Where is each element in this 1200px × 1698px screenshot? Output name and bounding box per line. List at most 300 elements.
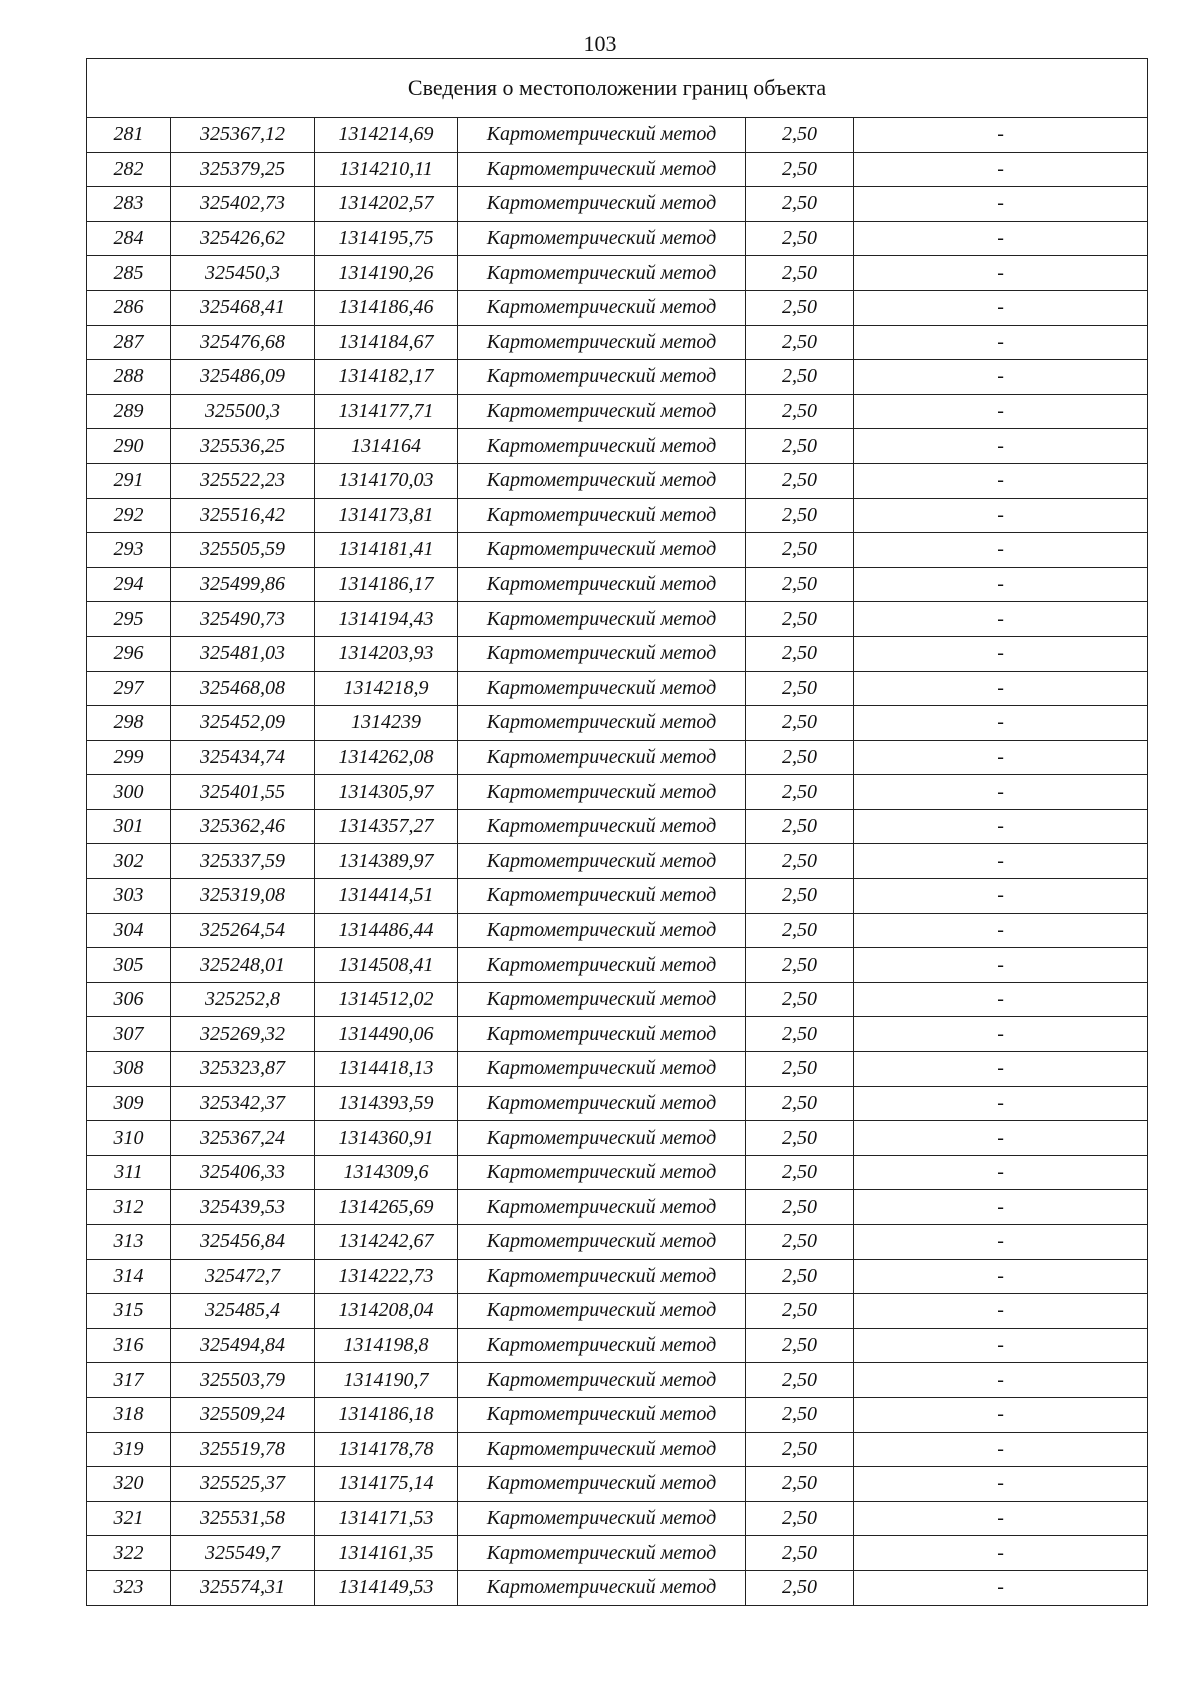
y-coordinate-cell: 1314486,44	[315, 913, 458, 948]
description-cell: -	[854, 706, 1148, 741]
x-coordinate-cell: 325481,03	[171, 636, 315, 671]
x-coordinate-cell: 325525,37	[171, 1467, 315, 1502]
point-number-cell: 308	[87, 1052, 171, 1087]
y-coordinate-cell: 1314242,67	[315, 1225, 458, 1260]
y-coordinate-cell: 1314164	[315, 429, 458, 464]
method-cell: Картометрический метод	[458, 844, 746, 879]
method-cell: Картометрический метод	[458, 187, 746, 222]
point-number-cell: 301	[87, 809, 171, 844]
point-number-cell: 305	[87, 948, 171, 983]
accuracy-cell: 2,50	[746, 1190, 854, 1225]
point-number-cell: 291	[87, 463, 171, 498]
table-row	[87, 1259, 1148, 1294]
x-coordinate-cell: 325342,37	[171, 1086, 315, 1121]
y-coordinate-cell: 1314214,69	[315, 118, 458, 153]
table-row	[87, 706, 1148, 741]
description-cell: -	[854, 1501, 1148, 1536]
point-number-cell: 300	[87, 775, 171, 810]
description-cell: -	[854, 775, 1148, 810]
x-coordinate-cell: 325499,86	[171, 567, 315, 602]
description-cell: -	[854, 1121, 1148, 1156]
x-coordinate-cell: 325522,23	[171, 463, 315, 498]
table-row	[87, 567, 1148, 602]
y-coordinate-cell: 1314239	[315, 706, 458, 741]
x-coordinate-cell: 325485,4	[171, 1294, 315, 1329]
table-row	[87, 1501, 1148, 1536]
x-coordinate-cell: 325494,84	[171, 1328, 315, 1363]
table-row	[87, 1155, 1148, 1190]
accuracy-cell: 2,50	[746, 221, 854, 256]
accuracy-cell: 2,50	[746, 1121, 854, 1156]
y-coordinate-cell: 1314190,7	[315, 1363, 458, 1398]
point-number-cell: 294	[87, 567, 171, 602]
method-cell: Картометрический метод	[458, 1363, 746, 1398]
method-cell: Картометрический метод	[458, 1432, 746, 1467]
accuracy-cell: 2,50	[746, 1397, 854, 1432]
y-coordinate-cell: 1314202,57	[315, 187, 458, 222]
point-number-cell: 282	[87, 152, 171, 187]
accuracy-cell: 2,50	[746, 325, 854, 360]
method-cell: Картометрический метод	[458, 636, 746, 671]
point-number-cell: 317	[87, 1363, 171, 1398]
description-cell: -	[854, 290, 1148, 325]
accuracy-cell: 2,50	[746, 706, 854, 741]
table-row	[87, 1467, 1148, 1502]
table-row	[87, 775, 1148, 810]
method-cell: Картометрический метод	[458, 567, 746, 602]
point-number-cell: 302	[87, 844, 171, 879]
y-coordinate-cell: 1314198,8	[315, 1328, 458, 1363]
method-cell: Картометрический метод	[458, 706, 746, 741]
table-row	[87, 290, 1148, 325]
accuracy-cell: 2,50	[746, 809, 854, 844]
x-coordinate-cell: 325536,25	[171, 429, 315, 464]
point-number-cell: 306	[87, 982, 171, 1017]
point-number-cell: 289	[87, 394, 171, 429]
accuracy-cell: 2,50	[746, 429, 854, 464]
description-cell: -	[854, 1086, 1148, 1121]
method-cell: Картометрический метод	[458, 1501, 746, 1536]
accuracy-cell: 2,50	[746, 1570, 854, 1605]
method-cell: Картометрический метод	[458, 1536, 746, 1571]
y-coordinate-cell: 1314414,51	[315, 879, 458, 914]
method-cell: Картометрический метод	[458, 1328, 746, 1363]
description-cell: -	[854, 879, 1148, 914]
table-row	[87, 948, 1148, 983]
x-coordinate-cell: 325379,25	[171, 152, 315, 187]
x-coordinate-cell: 325531,58	[171, 1501, 315, 1536]
point-number-cell: 293	[87, 533, 171, 568]
accuracy-cell: 2,50	[746, 740, 854, 775]
method-cell: Картометрический метод	[458, 982, 746, 1017]
description-cell: -	[854, 948, 1148, 983]
y-coordinate-cell: 1314171,53	[315, 1501, 458, 1536]
point-number-cell: 287	[87, 325, 171, 360]
method-cell: Картометрический метод	[458, 1155, 746, 1190]
y-coordinate-cell: 1314305,97	[315, 775, 458, 810]
y-coordinate-cell: 1314177,71	[315, 394, 458, 429]
y-coordinate-cell: 1314194,43	[315, 602, 458, 637]
x-coordinate-cell: 325439,53	[171, 1190, 315, 1225]
description-cell: -	[854, 1052, 1148, 1087]
x-coordinate-cell: 325323,87	[171, 1052, 315, 1087]
description-cell: -	[854, 187, 1148, 222]
method-cell: Картометрический метод	[458, 1052, 746, 1087]
description-cell: -	[854, 1190, 1148, 1225]
description-cell: -	[854, 1397, 1148, 1432]
description-cell: -	[854, 740, 1148, 775]
point-number-cell: 310	[87, 1121, 171, 1156]
x-coordinate-cell: 325472,7	[171, 1259, 315, 1294]
table-row	[87, 533, 1148, 568]
description-cell: -	[854, 152, 1148, 187]
method-cell: Картометрический метод	[458, 1259, 746, 1294]
method-cell: Картометрический метод	[458, 1397, 746, 1432]
description-cell: -	[854, 533, 1148, 568]
point-number-cell: 281	[87, 118, 171, 153]
table-row	[87, 1397, 1148, 1432]
method-cell: Картометрический метод	[458, 1190, 746, 1225]
accuracy-cell: 2,50	[746, 1536, 854, 1571]
x-coordinate-cell: 325337,59	[171, 844, 315, 879]
accuracy-cell: 2,50	[746, 1294, 854, 1329]
method-cell: Картометрический метод	[458, 809, 746, 844]
y-coordinate-cell: 1314173,81	[315, 498, 458, 533]
y-coordinate-cell: 1314508,41	[315, 948, 458, 983]
table-row	[87, 1052, 1148, 1087]
table-row	[87, 429, 1148, 464]
x-coordinate-cell: 325362,46	[171, 809, 315, 844]
point-number-cell: 321	[87, 1501, 171, 1536]
accuracy-cell: 2,50	[746, 1017, 854, 1052]
description-cell: -	[854, 118, 1148, 153]
description-cell: -	[854, 360, 1148, 395]
table-row	[87, 1225, 1148, 1260]
table-row	[87, 1536, 1148, 1571]
x-coordinate-cell: 325452,09	[171, 706, 315, 741]
page-number: 103	[583, 31, 617, 56]
y-coordinate-cell: 1314178,78	[315, 1432, 458, 1467]
method-cell: Картометрический метод	[458, 498, 746, 533]
table-body	[87, 118, 1148, 1606]
point-number-cell: 319	[87, 1432, 171, 1467]
method-cell: Картометрический метод	[458, 602, 746, 637]
x-coordinate-cell: 325406,33	[171, 1155, 315, 1190]
accuracy-cell: 2,50	[746, 533, 854, 568]
x-coordinate-cell: 325456,84	[171, 1225, 315, 1260]
y-coordinate-cell: 1314181,41	[315, 533, 458, 568]
point-number-cell: 320	[87, 1467, 171, 1502]
point-number-cell: 323	[87, 1570, 171, 1605]
table-row	[87, 1086, 1148, 1121]
point-number-cell: 296	[87, 636, 171, 671]
x-coordinate-cell: 325490,73	[171, 602, 315, 637]
accuracy-cell: 2,50	[746, 118, 854, 153]
method-cell: Картометрический метод	[458, 463, 746, 498]
description-cell: -	[854, 1155, 1148, 1190]
y-coordinate-cell: 1314360,91	[315, 1121, 458, 1156]
description-cell: -	[854, 463, 1148, 498]
table-row	[87, 1363, 1148, 1398]
point-number-cell: 299	[87, 740, 171, 775]
y-coordinate-cell: 1314186,18	[315, 1397, 458, 1432]
method-cell: Картометрический метод	[458, 1086, 746, 1121]
description-cell: -	[854, 602, 1148, 637]
x-coordinate-cell: 325503,79	[171, 1363, 315, 1398]
table-row	[87, 118, 1148, 153]
point-number-cell: 286	[87, 290, 171, 325]
method-cell: Картометрический метод	[458, 325, 746, 360]
method-cell: Картометрический метод	[458, 429, 746, 464]
description-cell: -	[854, 1432, 1148, 1467]
x-coordinate-cell: 325269,32	[171, 1017, 315, 1052]
method-cell: Картометрический метод	[458, 879, 746, 914]
method-cell: Картометрический метод	[458, 533, 746, 568]
y-coordinate-cell: 1314184,67	[315, 325, 458, 360]
point-number-cell: 283	[87, 187, 171, 222]
point-number-cell: 313	[87, 1225, 171, 1260]
x-coordinate-cell: 325574,31	[171, 1570, 315, 1605]
point-number-cell: 297	[87, 671, 171, 706]
point-number-cell: 288	[87, 360, 171, 395]
table-row	[87, 187, 1148, 222]
point-number-cell: 314	[87, 1259, 171, 1294]
x-coordinate-cell: 325252,8	[171, 982, 315, 1017]
y-coordinate-cell: 1314357,27	[315, 809, 458, 844]
accuracy-cell: 2,50	[746, 775, 854, 810]
boundary-coordinates-table	[86, 58, 1148, 1606]
method-cell: Картометрический метод	[458, 740, 746, 775]
method-cell: Картометрический метод	[458, 118, 746, 153]
table-row	[87, 498, 1148, 533]
accuracy-cell: 2,50	[746, 290, 854, 325]
x-coordinate-cell: 325468,41	[171, 290, 315, 325]
y-coordinate-cell: 1314149,53	[315, 1570, 458, 1605]
method-cell: Картометрический метод	[458, 1225, 746, 1260]
accuracy-cell: 2,50	[746, 152, 854, 187]
y-coordinate-cell: 1314186,46	[315, 290, 458, 325]
accuracy-cell: 2,50	[746, 1225, 854, 1260]
point-number-cell: 315	[87, 1294, 171, 1329]
x-coordinate-cell: 325319,08	[171, 879, 315, 914]
accuracy-cell: 2,50	[746, 1363, 854, 1398]
x-coordinate-cell: 325509,24	[171, 1397, 315, 1432]
point-number-cell: 311	[87, 1155, 171, 1190]
method-cell: Картометрический метод	[458, 1121, 746, 1156]
point-number-cell: 318	[87, 1397, 171, 1432]
description-cell: -	[854, 325, 1148, 360]
y-coordinate-cell: 1314389,97	[315, 844, 458, 879]
description-cell: -	[854, 636, 1148, 671]
table-row	[87, 394, 1148, 429]
method-cell: Картометрический метод	[458, 360, 746, 395]
point-number-cell: 298	[87, 706, 171, 741]
accuracy-cell: 2,50	[746, 567, 854, 602]
point-number-cell: 290	[87, 429, 171, 464]
y-coordinate-cell: 1314190,26	[315, 256, 458, 291]
method-cell: Картометрический метод	[458, 394, 746, 429]
accuracy-cell: 2,50	[746, 1086, 854, 1121]
table-row	[87, 1432, 1148, 1467]
table-row	[87, 152, 1148, 187]
x-coordinate-cell: 325519,78	[171, 1432, 315, 1467]
accuracy-cell: 2,50	[746, 256, 854, 291]
accuracy-cell: 2,50	[746, 1052, 854, 1087]
accuracy-cell: 2,50	[746, 1501, 854, 1536]
point-number-cell: 285	[87, 256, 171, 291]
point-number-cell: 309	[87, 1086, 171, 1121]
table-row	[87, 360, 1148, 395]
description-cell: -	[854, 1363, 1148, 1398]
x-coordinate-cell: 325500,3	[171, 394, 315, 429]
y-coordinate-cell: 1314265,69	[315, 1190, 458, 1225]
y-coordinate-cell: 1314218,9	[315, 671, 458, 706]
description-cell: -	[854, 913, 1148, 948]
description-cell: -	[854, 1467, 1148, 1502]
point-number-cell: 284	[87, 221, 171, 256]
y-coordinate-cell: 1314186,17	[315, 567, 458, 602]
accuracy-cell: 2,50	[746, 913, 854, 948]
point-number-cell: 307	[87, 1017, 171, 1052]
x-coordinate-cell: 325402,73	[171, 187, 315, 222]
method-cell: Картометрический метод	[458, 1017, 746, 1052]
table-row	[87, 879, 1148, 914]
y-coordinate-cell: 1314182,17	[315, 360, 458, 395]
point-number-cell: 304	[87, 913, 171, 948]
table-row	[87, 1328, 1148, 1363]
point-number-cell: 303	[87, 879, 171, 914]
table-row	[87, 463, 1148, 498]
y-coordinate-cell: 1314170,03	[315, 463, 458, 498]
x-coordinate-cell: 325468,08	[171, 671, 315, 706]
x-coordinate-cell: 325367,24	[171, 1121, 315, 1156]
table-row	[87, 1294, 1148, 1329]
accuracy-cell: 2,50	[746, 879, 854, 914]
description-cell: -	[854, 221, 1148, 256]
x-coordinate-cell: 325549,7	[171, 1536, 315, 1571]
description-cell: -	[854, 1225, 1148, 1260]
y-coordinate-cell: 1314490,06	[315, 1017, 458, 1052]
accuracy-cell: 2,50	[746, 671, 854, 706]
accuracy-cell: 2,50	[746, 602, 854, 637]
description-cell: -	[854, 394, 1148, 429]
description-cell: -	[854, 809, 1148, 844]
description-cell: -	[854, 429, 1148, 464]
accuracy-cell: 2,50	[746, 1432, 854, 1467]
accuracy-cell: 2,50	[746, 636, 854, 671]
accuracy-cell: 2,50	[746, 844, 854, 879]
accuracy-cell: 2,50	[746, 498, 854, 533]
accuracy-cell: 2,50	[746, 463, 854, 498]
description-cell: -	[854, 256, 1148, 291]
accuracy-cell: 2,50	[746, 1328, 854, 1363]
point-number-cell: 295	[87, 602, 171, 637]
method-cell: Картометрический метод	[458, 1467, 746, 1502]
y-coordinate-cell: 1314418,13	[315, 1052, 458, 1087]
table-row	[87, 913, 1148, 948]
y-coordinate-cell: 1314393,59	[315, 1086, 458, 1121]
description-cell: -	[854, 1017, 1148, 1052]
table-row	[87, 256, 1148, 291]
y-coordinate-cell: 1314512,02	[315, 982, 458, 1017]
table-title-row	[87, 59, 1148, 118]
x-coordinate-cell: 325426,62	[171, 221, 315, 256]
point-number-cell: 316	[87, 1328, 171, 1363]
method-cell: Картометрический метод	[458, 1294, 746, 1329]
description-cell: -	[854, 1294, 1148, 1329]
table-row	[87, 1017, 1148, 1052]
x-coordinate-cell: 325434,74	[171, 740, 315, 775]
x-coordinate-cell: 325486,09	[171, 360, 315, 395]
point-number-cell: 312	[87, 1190, 171, 1225]
table-row	[87, 740, 1148, 775]
description-cell: -	[854, 1259, 1148, 1294]
table-row	[87, 1190, 1148, 1225]
description-cell: -	[854, 982, 1148, 1017]
y-coordinate-cell: 1314161,35	[315, 1536, 458, 1571]
method-cell: Картометрический метод	[458, 913, 746, 948]
table-row	[87, 809, 1148, 844]
accuracy-cell: 2,50	[746, 187, 854, 222]
table-row	[87, 982, 1148, 1017]
y-coordinate-cell: 1314203,93	[315, 636, 458, 671]
x-coordinate-cell: 325367,12	[171, 118, 315, 153]
accuracy-cell: 2,50	[746, 394, 854, 429]
x-coordinate-cell: 325450,3	[171, 256, 315, 291]
table-row	[87, 671, 1148, 706]
method-cell: Картометрический метод	[458, 256, 746, 291]
table-row	[87, 325, 1148, 360]
accuracy-cell: 2,50	[746, 360, 854, 395]
table-row	[87, 1121, 1148, 1156]
accuracy-cell: 2,50	[746, 982, 854, 1017]
accuracy-cell: 2,50	[746, 1155, 854, 1190]
x-coordinate-cell: 325401,55	[171, 775, 315, 810]
x-coordinate-cell: 325505,59	[171, 533, 315, 568]
y-coordinate-cell: 1314262,08	[315, 740, 458, 775]
y-coordinate-cell: 1314309,6	[315, 1155, 458, 1190]
y-coordinate-cell: 1314175,14	[315, 1467, 458, 1502]
method-cell: Картометрический метод	[458, 221, 746, 256]
method-cell: Картометрический метод	[458, 1570, 746, 1605]
table-row	[87, 221, 1148, 256]
description-cell: -	[854, 671, 1148, 706]
method-cell: Картометрический метод	[458, 290, 746, 325]
x-coordinate-cell: 325516,42	[171, 498, 315, 533]
point-number-cell: 292	[87, 498, 171, 533]
description-cell: -	[854, 1328, 1148, 1363]
x-coordinate-cell: 325476,68	[171, 325, 315, 360]
accuracy-cell: 2,50	[746, 1259, 854, 1294]
y-coordinate-cell: 1314222,73	[315, 1259, 458, 1294]
accuracy-cell: 2,50	[746, 1467, 854, 1502]
point-number-cell: 322	[87, 1536, 171, 1571]
method-cell: Картометрический метод	[458, 152, 746, 187]
description-cell: -	[854, 498, 1148, 533]
y-coordinate-cell: 1314208,04	[315, 1294, 458, 1329]
x-coordinate-cell: 325264,54	[171, 913, 315, 948]
table-row	[87, 636, 1148, 671]
table-row	[87, 1570, 1148, 1605]
method-cell: Картометрический метод	[458, 948, 746, 983]
x-coordinate-cell: 325248,01	[171, 948, 315, 983]
description-cell: -	[854, 567, 1148, 602]
method-cell: Картометрический метод	[458, 671, 746, 706]
table-row	[87, 602, 1148, 637]
table-title: Сведения о местоположении границ объекта	[87, 59, 1148, 118]
y-coordinate-cell: 1314195,75	[315, 221, 458, 256]
y-coordinate-cell: 1314210,11	[315, 152, 458, 187]
